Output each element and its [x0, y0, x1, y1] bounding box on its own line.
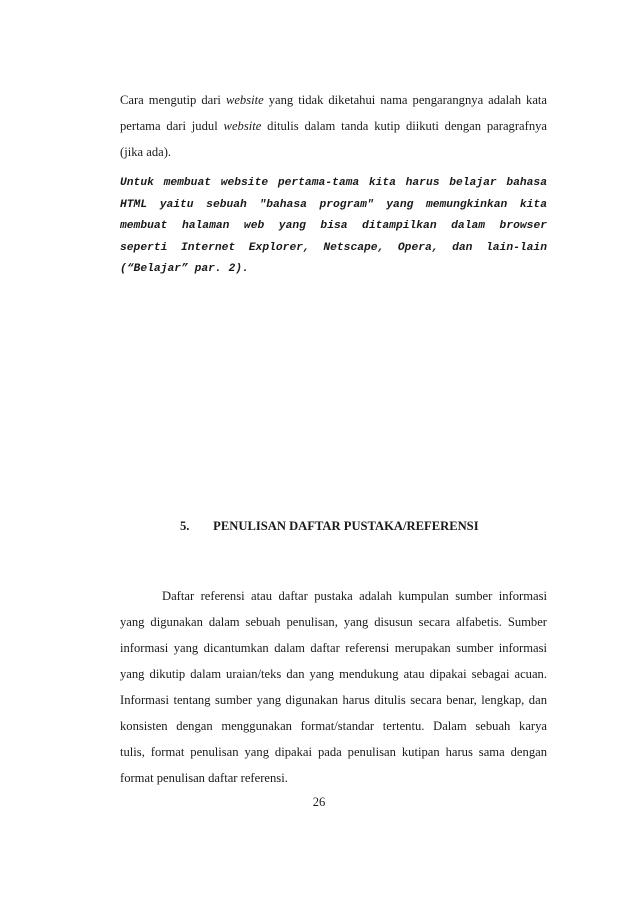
quote-line: HTML yaitu sebuah "bahasa program" yang memungkinkan kita: [120, 198, 547, 211]
body-line: konsisten dengan menggunakan format/standar tertentu. Dalam sebuah karya: [120, 719, 547, 733]
intro-line: pertama dari judul website ditulis dalam tanda kutip diikuti dengan paragrafnya: [120, 119, 548, 133]
section-number: 5.: [180, 519, 190, 533]
page-number: 26: [312, 795, 326, 809]
quote-line: (“Belajar” par. 2).: [120, 263, 249, 275]
body-line: yang digunakan dalam sebuah penulisan, yang disusun secara alfabetis. Sumber: [120, 615, 547, 629]
quote-line: membuat halaman web yang bisa ditampilkan dalam browser: [120, 220, 547, 232]
body-line: informasi yang dicantumkan dalam daftar referensi merupakan sumber informasi: [120, 641, 547, 655]
section-title: PENULISAN DAFTAR PUSTAKA/REFERENSI: [213, 519, 479, 533]
intro-line: (jika ada).: [120, 145, 172, 159]
quote-line: seperti Internet Explorer, Netscape, Opera, dan lain-lain: [120, 241, 547, 254]
section-heading: [180, 516, 479, 536]
body-paragraph: [120, 583, 547, 791]
intro-line: Cara mengutip dari website yang tidak diketahui nama pengarangnya adalah kata: [120, 93, 547, 107]
body-line: Informasi tentang sumber yang digunakan harus ditulis secara benar, lengkap, dan: [120, 693, 547, 707]
body-line: tulis, format penulisan yang dipakai pada penulisan kutipan harus sama dengan: [120, 745, 547, 759]
example-quote: [120, 173, 547, 281]
intro-paragraph: [120, 87, 547, 165]
quote-line: Untuk membuat website pertama-tama kita harus belajar bahasa: [120, 177, 547, 189]
body-line: yang dikutip dalam uraian/teks dan yang mendukung atau dipakai sebagai acuan.: [120, 667, 547, 681]
body-line: format penulisan daftar referensi.: [120, 771, 288, 785]
body-line: Daftar referensi atau daftar pustaka adalah kumpulan sumber informasi: [162, 589, 547, 603]
